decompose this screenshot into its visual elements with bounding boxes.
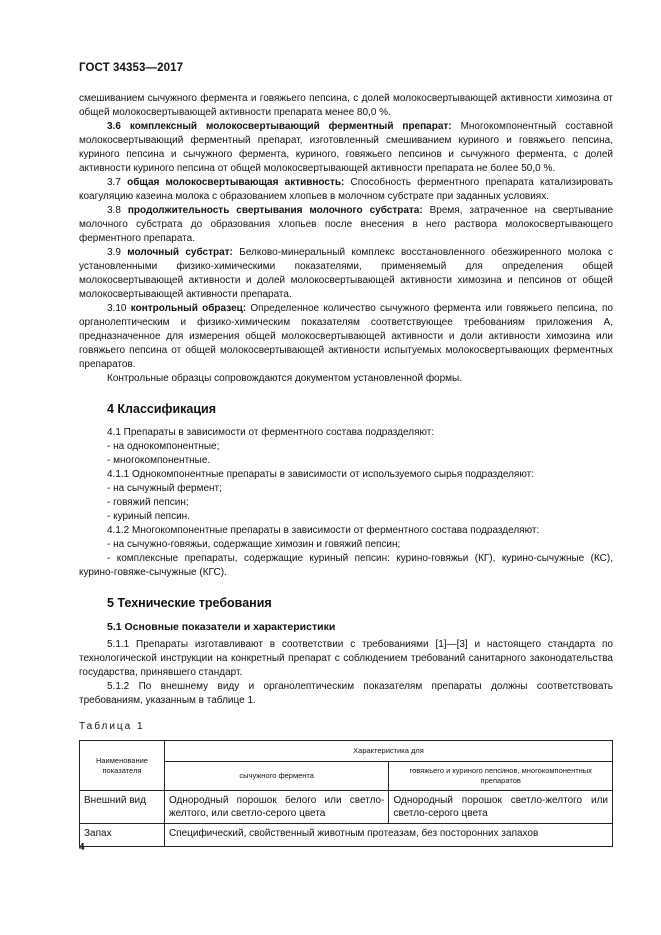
term: контрольный образец: (130, 303, 247, 314)
section-title-5: 5 Технические требования (107, 596, 272, 610)
definition-text: Способность ферментного препарата катализировать коагуляцию казеина молока с образованием хлопьев в молочном субстрате при заданных условиях. (79, 177, 613, 202)
page-content (79, 92, 613, 847)
header-pepsins: говяжьего и куриного пепсинов, многокомпонентных препаратов (389, 762, 613, 791)
paragraph-5-1-1: 5.1.1 Препараты изготавливают в соответствии с требованиями [1]—[3] и настоящего стандарта по технологической инструкции на конкретный препарат с соблюдением требований санитарного законодательства государства, принявшего стандарт. (79, 639, 613, 678)
table-row (80, 824, 613, 847)
definition-3-9 (79, 246, 613, 302)
header-indicator-name: Наименование показателя (80, 741, 165, 791)
list-line: - комплексные препараты, содержащие куриный пепсин: курино-говяжьи (КГ), курино-сычужные (КС), курино-говяже-сычужные (КГС). (79, 553, 613, 578)
subsection-title-5-1: 5.1 Основные показатели и характеристики (107, 621, 336, 633)
page-number: 4 (79, 842, 85, 853)
list-line: - говяжий пепсин; (107, 497, 189, 508)
paragraph-control-samples: Контрольные образцы сопровождаются документом установленной формы. (107, 373, 463, 384)
list-line: 4.1.2 Многокомпонентные препараты в зависимости от ферментного состава подразделяют: (107, 525, 540, 536)
list-line: 4.1.1 Однокомпонентные препараты в зависимости от используемого сырья подразделяют: (107, 469, 534, 480)
paragraph-continuation: смешиванием сычужного фермента и говяжьего пепсина, с долей молокосвертывающей активности химозина от общей молокосвертывающей активности препарата менее 80,0 %. (79, 93, 613, 118)
clause-number: 3.8 (107, 205, 128, 216)
row-value-merged: Специфический, свойственный животным протеазам, без посторонних запахов (164, 824, 612, 847)
table-caption: Таблица 1 (79, 721, 145, 732)
table-row (80, 791, 613, 824)
list-line: 4.1 Препараты в зависимости от ферментного состава подразделяют: (107, 427, 435, 438)
definition-text: Белково-минеральный комплекс восстановленного обезжиренного молока с установленными физико-химическими показателями, применяемый для определения общей молокосвертывающей активности и долей молокосвертывающей активности химозина и пепсинов от общей молокосвертывающей активности препарата. (79, 247, 613, 300)
term: общая молокосвертывающая активность: (127, 177, 345, 188)
term: молочный субстрат: (127, 247, 233, 258)
row-value-rennet: Однородный порошок белого или светло-желтого, или светло-серого цвета (164, 791, 389, 824)
definition-3-7 (79, 176, 613, 204)
row-value-pepsins: Однородный порошок светло-желтого или светло-серого цвета (389, 791, 613, 824)
term: продолжительность свертывания молочного субстрата: (127, 205, 423, 216)
term: 3.6 комплексный молокосвертывающий ферментный препарат: (107, 121, 452, 132)
list-line: - на однокомпонентные; (107, 441, 220, 452)
list-line: - на сычужно-говяжьи, содержащие химозин и говяжий пепсин; (107, 539, 401, 550)
definition-text: Время, затраченное на свертывание молочного субстрата до образования хлопьев после внесения в него раствора молокосвертывающего ферментного препарата. (79, 205, 613, 244)
definition-3-10 (79, 302, 613, 372)
definition-3-8 (79, 204, 613, 246)
paragraph-5-1-2: 5.1.2 По внешнему виду и органолептическим показателям препараты должны соответствовать требованиям, указанным в таблице 1. (79, 681, 613, 706)
definition-text: Определенное количество сычужного фермента или говяжьего пепсина, по органолептическим и физико-химическим показателям соответствующее требованиям приложения А, предназначенное для измерения общей молокосвертывающей активности и доли активности химозина или говяжьего пепсина от общей молокосвертывающей активности испытуемых молокосвертывающих ферментных препаратов. (79, 303, 613, 370)
section-title-4: 4 Классификация (107, 402, 217, 416)
page-header: ГОСТ 34353—2017 (79, 62, 184, 74)
definition-3-6 (79, 120, 613, 176)
list-line: - многокомпонентные. (107, 455, 211, 466)
definition-text: Многокомпонентный составной молокосвертывающий ферментный препарат, изготовленный смешиванием куриного и говяжьего пепсина, куриного пепсина и сычужного фермента, куриного, говяжьего пепсинов и сычужного фермента, с долей активности куриного пепсина от общей молокосвертывающей активности препарата не более 50,0 %. (79, 121, 613, 174)
list-line: - на сычужный фермент; (107, 483, 222, 494)
table-header-row (80, 741, 613, 762)
clause-number: 3.7 (107, 177, 128, 188)
header-characteristic: Характеристика для (164, 741, 612, 762)
table-1 (79, 740, 613, 847)
row-name: Внешний вид (80, 791, 165, 824)
clause-number: 3.10 (107, 303, 131, 314)
row-name: Запах (80, 824, 165, 847)
list-line: - куриный пепсин. (107, 511, 190, 522)
clause-number: 3.9 (107, 247, 128, 258)
header-rennet: сычужного фермента (164, 762, 389, 791)
